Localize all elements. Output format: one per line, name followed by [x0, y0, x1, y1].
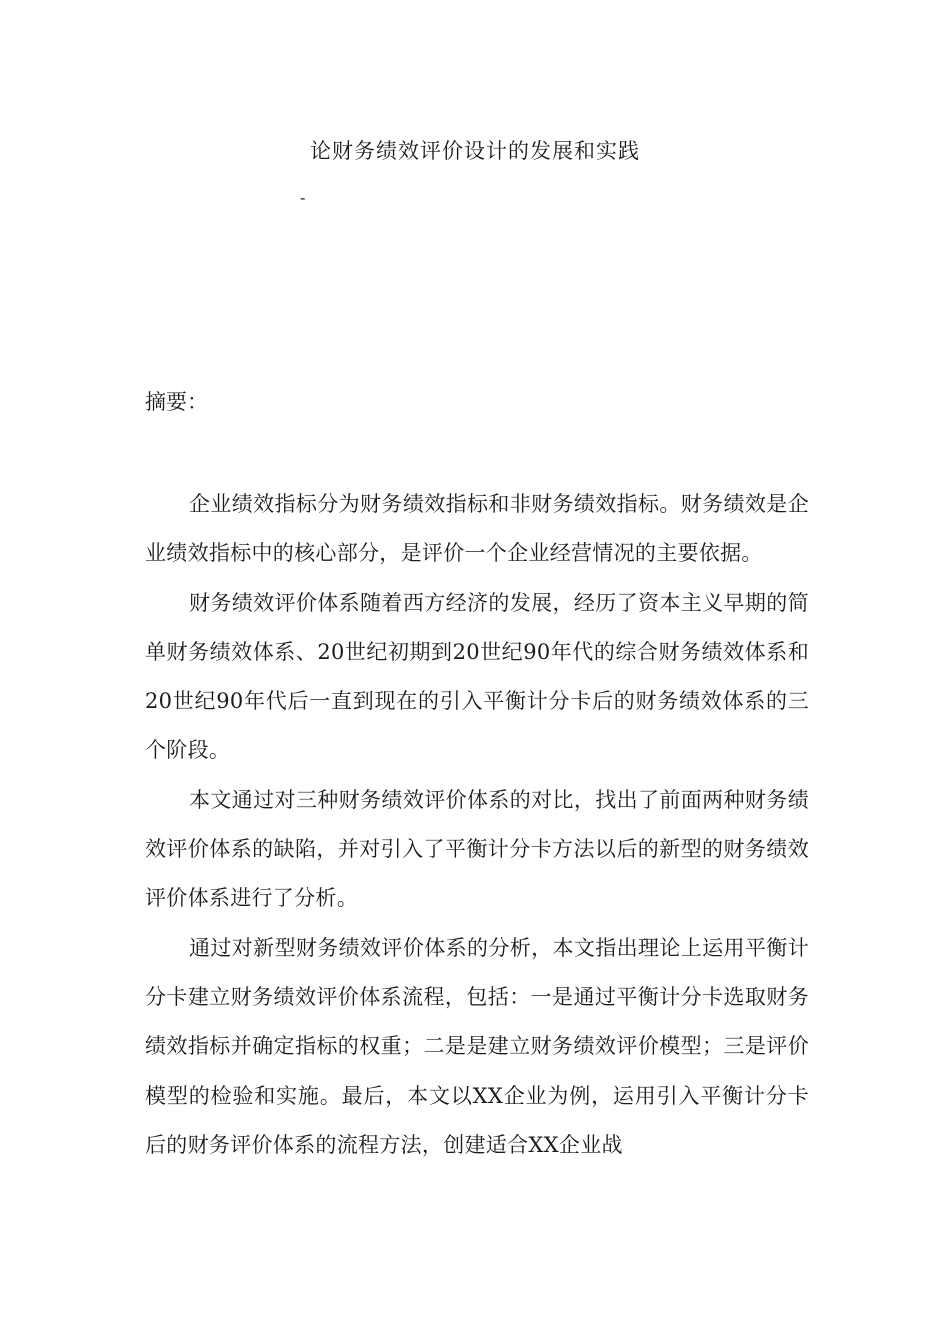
document-title: 论财务绩效评价设计的发展和实践 — [310, 139, 640, 163]
abstract-body — [145, 480, 809, 1170]
abstract-heading: 摘要： — [145, 390, 208, 414]
paragraph-2: 财务绩效评价体系随着西方经济的发展，经历了资本主义早期的简单财务绩效体系、20世纪初期到20世纪90年代的综合财务绩效体系和20世纪90年代后一直到现在的引入平衡计分卡后的财务绩效体系的三个阶段。 — [145, 590, 809, 763]
paragraph-3: 本文通过对三种财务绩效评价体系的对比，找出了前面两种财务绩效评价体系的缺陷，并对引入了平衡计分卡方法以后的新型的财务绩效评价体系进行了分析。 — [145, 787, 809, 911]
paragraph-4: 通过对新型财务绩效评价体系的分析，本文指出理论上运用平衡计分卡建立财务绩效评价体系流程，包括：一是通过平衡计分卡选取财务绩效指标并确定指标的权重；二是是建立财务绩效评价模型；三是评价模型的检验和实施。最后，本文以XX企业为例，运用引入平衡计分卡后的财务评价体系的流程方法，创建适合XX企业战 — [145, 935, 809, 1157]
paragraph-1: 企业绩效指标分为财务绩效指标和非财务绩效指标。财务绩效是企业绩效指标中的核心部分，是评价一个企业经营情况的主要依据。 — [145, 492, 809, 566]
subtitle-placeholder: - — [300, 188, 306, 207]
